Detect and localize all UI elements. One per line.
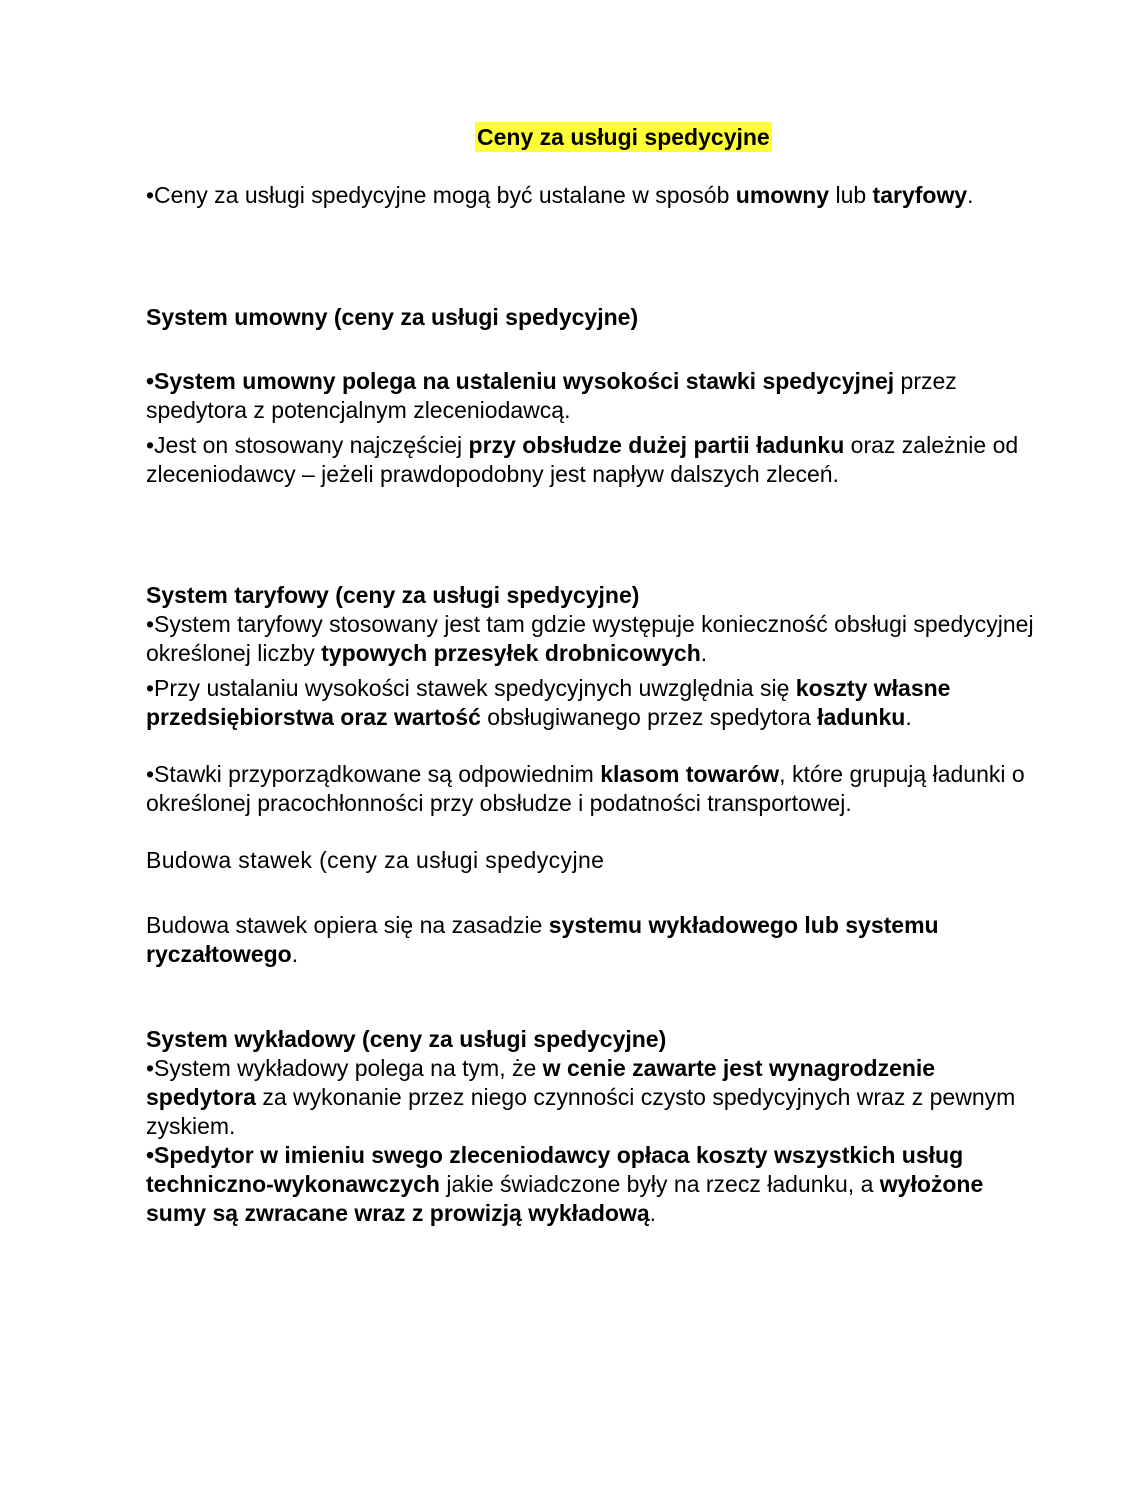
taryfowy-paragraph-1 <box>146 610 1034 668</box>
intro-text-2: lub <box>829 182 873 208</box>
budowa-bold-2: ryczałtowego <box>146 941 292 967</box>
wykladowy-p1-line3: zyskiem. <box>146 1113 236 1139</box>
budowa-text-2: . <box>291 941 299 967</box>
umowny-p2-text-2: oraz zależnie od <box>844 432 1019 458</box>
taryfowy-p1-line1: •System taryfowy stosowany jest tam gdzie występuje konieczność obsługi spedycyjnej <box>146 611 1034 637</box>
wykladowy-paragraph-1 <box>146 1054 1015 1141</box>
taryfowy-p2-bold-3: ładunku <box>817 704 906 730</box>
wykladowy-p2-text-2: . <box>649 1200 657 1226</box>
wykladowy-p1-bold-1: w cenie zawarte jest wynagrodzenie <box>542 1055 936 1081</box>
heading-system-wykladowy: System wykładowy (ceny za usługi spedycyjne) <box>146 1026 667 1052</box>
umowny-p2-line2: zleceniodawcy – jeżeli prawdopodobny jest napływ dalszych zleceń. <box>146 461 839 487</box>
heading-budowa-stawek: Budowa stawek (ceny za usługi spedycyjne <box>146 847 605 873</box>
wykladowy-p2-bold-1: •Spedytor w imieniu swego zleceniodawcy opłaca koszty wszystkich usług <box>146 1142 964 1168</box>
intro-bold-umowny: umowny <box>735 182 830 208</box>
wykladowy-p1-bold-2: spedytora <box>146 1084 256 1110</box>
umowny-p1-text: przez <box>894 368 957 394</box>
umowny-paragraph-2 <box>146 431 1018 489</box>
taryfowy-p2-text-1: •Przy ustalaniu wysokości stawek spedycyjnych uwzględnia się <box>146 675 796 701</box>
taryfowy-paragraph-3 <box>146 760 1025 818</box>
taryfowy-p1-text-2: . <box>700 640 708 666</box>
heading-system-taryfowy: System taryfowy (ceny za usługi spedycyjne) <box>146 582 640 608</box>
umowny-p1-line2: spedytora z potencjalnym zleceniodawcą. <box>146 397 571 423</box>
taryfowy-p3-text-1: •Stawki przyporządkowane są odpowiednim <box>146 761 601 787</box>
budowa-text-1: Budowa stawek opiera się na zasadzie <box>146 912 549 938</box>
taryfowy-p3-text-2: , które grupują ładunki o <box>779 761 1025 787</box>
wykladowy-p2-bold-4: sumy są zwracane wraz z prowizją wykładową <box>146 1200 650 1226</box>
taryfowy-p3-bold: klasom towarów <box>600 761 780 787</box>
umowny-p2-text-1: •Jest on stosowany najczęściej <box>146 432 469 458</box>
wykladowy-p2-text-1: jakie świadczone były na rzecz ładunku, a <box>439 1171 880 1197</box>
intro-bold-taryfowy: taryfowy <box>872 182 968 208</box>
wykladowy-p1-text-2: za wykonanie przez niego czynności czysto spedycyjnych wraz z pewnym <box>255 1084 1016 1110</box>
heading-system-umowny: System umowny (ceny za usługi spedycyjne) <box>146 304 639 330</box>
intro-paragraph <box>146 181 974 210</box>
page-title: Ceny za usługi spedycyjne <box>477 124 770 150</box>
taryfowy-p2-text-3: . <box>905 704 912 730</box>
taryfowy-p2-bold-2: przedsiębiorstwa oraz wartość <box>146 704 481 730</box>
wykladowy-paragraph-2 <box>146 1141 983 1228</box>
taryfowy-p2-text-2: obsługiwanego przez spedytora <box>480 704 818 730</box>
umowny-p2-bold: przy obsłudze dużej partii ładunku <box>468 432 845 458</box>
intro-text-3: . <box>967 182 974 208</box>
umowny-p1-bold: •System umowny polega na ustaleniu wysokości stawki spedycyjnej <box>146 368 895 394</box>
umowny-paragraph-1 <box>146 367 957 425</box>
wykladowy-p2-bold-2: techniczno-wykonawczych <box>146 1171 440 1197</box>
wykladowy-p2-bold-3: wyłożone <box>879 1171 984 1197</box>
budowa-bold-1: systemu wykładowego lub systemu <box>548 912 939 938</box>
taryfowy-p1-bold: typowych przesyłek drobnicowych <box>321 640 701 666</box>
taryfowy-p3-line2: określonej pracochłonności przy obsłudze i podatności transportowej. <box>146 790 852 816</box>
taryfowy-paragraph-2 <box>146 674 950 732</box>
taryfowy-p2-bold-1: koszty własne <box>795 675 951 701</box>
taryfowy-p1-text-1: określonej liczby <box>146 640 322 666</box>
budowa-paragraph <box>146 911 939 969</box>
wykladowy-p1-text-1: •System wykładowy polega na tym, że <box>146 1055 543 1081</box>
intro-text-1: •Ceny za usługi spedycyjne mogą być ustalane w sposób <box>146 182 736 208</box>
